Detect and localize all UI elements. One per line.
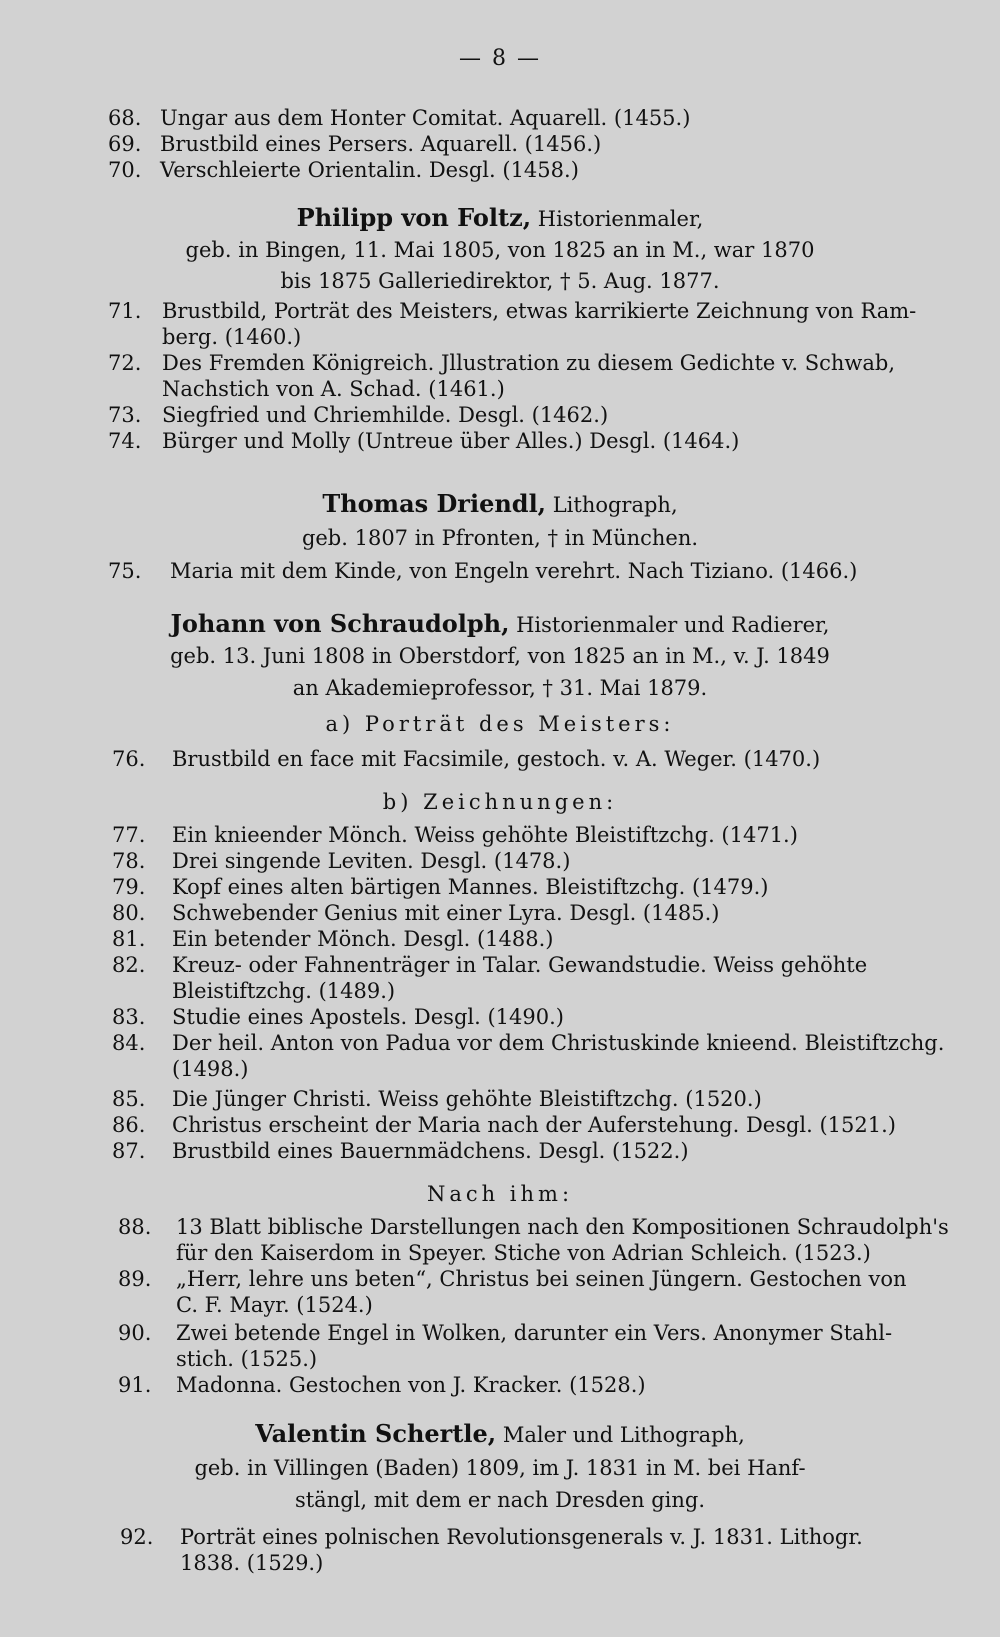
- artist-role: Historienmaler und Radierer,: [509, 613, 830, 637]
- artist-bio-line: geb. 1807 in Pfronten, † in München.: [301, 526, 699, 550]
- entry-text-continuation: (1498.): [172, 1057, 249, 1081]
- list-item: [0, 1138, 1000, 1168]
- entry-text: „Herr, lehre uns beten“, Christus bei seinen Jüngern. Gestochen von: [176, 1267, 907, 1291]
- artist-name: Philipp von Foltz,: [296, 203, 532, 232]
- list-item-continuation: [0, 1292, 1000, 1322]
- entry-number: 89.: [118, 1267, 152, 1291]
- entry-number: 82.: [112, 953, 146, 977]
- artist-role: Maler und Lithograph,: [496, 1423, 745, 1447]
- entry-text-continuation: Bleistiftzchg. (1489.): [172, 979, 396, 1003]
- entry-text: Porträt eines polnischen Revolutionsgenerals v. J. 1831. Lithogr.: [180, 1525, 863, 1549]
- entry-text: Ein knieender Mönch. Weiss gehöhte Bleistiftzchg. (1471.): [172, 823, 798, 847]
- entry-number: 78.: [112, 849, 146, 873]
- entry-number: 90.: [118, 1321, 152, 1345]
- section-heading: b) Zeichnungen:: [382, 790, 618, 814]
- entry-text-continuation: für den Kaiserdom in Speyer. Stiche von Adrian Schleich. (1523.): [176, 1241, 871, 1265]
- artist-heading: [0, 610, 1000, 639]
- entry-text: Studie eines Apostels. Desgl. (1490.): [172, 1005, 564, 1029]
- entry-number: 85.: [112, 1087, 146, 1111]
- entry-number: 79.: [112, 875, 146, 899]
- entry-text: Brustbild eines Persers. Aquarell. (1456.): [160, 132, 602, 156]
- artist-heading: [0, 204, 1000, 233]
- entry-text-continuation: 1838. (1529.): [180, 1551, 324, 1575]
- entry-number: 80.: [112, 901, 146, 925]
- artist-heading: [0, 490, 1000, 519]
- entry-text-continuation: berg. (1460.): [162, 325, 302, 349]
- entry-number: 91.: [118, 1373, 152, 1397]
- entry-text: Zwei betende Engel in Wolken, darunter ein Vers. Anonymer Stahl-: [176, 1321, 893, 1345]
- entry-text: Ein betender Mönch. Desgl. (1488.): [172, 927, 554, 951]
- artist-name: Valentin Schertle,: [255, 1419, 497, 1448]
- entry-text: 13 Blatt biblische Darstellungen nach den Kompositionen Schraudolph's: [176, 1215, 949, 1239]
- entry-text: Ungar aus dem Honter Comitat. Aquarell. (1455.): [160, 106, 691, 130]
- entry-text: Die Jünger Christi. Weiss gehöhte Bleistiftzchg. (1520.): [172, 1087, 762, 1111]
- artist-bio-line: geb. in Bingen, 11. Mai 1805, von 1825 an in M., war 1870: [185, 238, 815, 262]
- artist-bio-line: geb. in Villingen (Baden) 1809, im J. 1831 in M. bei Hanf-: [194, 1456, 806, 1480]
- artist-bio-line: stängl, mit dem er nach Dresden ging.: [294, 1488, 706, 1512]
- entry-text: Verschleierte Orientalin. Desgl. (1458.): [160, 158, 579, 182]
- entry-number: 81.: [112, 927, 146, 951]
- artist-bio-line: geb. 13. Juni 1808 in Oberstdorf, von 1825 an in M., v. J. 1849: [170, 644, 830, 668]
- entry-number: 73.: [108, 403, 142, 427]
- entry-number: 72.: [108, 351, 142, 375]
- entry-text: Siegfried und Chriemhilde. Desgl. (1462.): [162, 403, 609, 427]
- entry-number: 92.: [120, 1525, 154, 1549]
- list-item: [0, 746, 1000, 776]
- entry-number: 68.: [108, 106, 142, 130]
- section-heading: a) Porträt des Meisters:: [325, 712, 675, 736]
- entry-number: 88.: [118, 1215, 152, 1239]
- list-item: [0, 157, 1000, 187]
- list-item: [0, 1372, 1000, 1402]
- entry-text: Des Fremden Königreich. Jllustration zu diesem Gedichte v. Schwab,: [162, 351, 896, 375]
- list-item-continuation: [0, 1550, 1000, 1580]
- entry-text: Maria mit dem Kinde, von Engeln verehrt. Nach Tiziano. (1466.): [170, 559, 858, 583]
- list-item: [0, 428, 1000, 458]
- artist-name: Johann von Schraudolph,: [170, 609, 510, 638]
- artist-role: Historienmaler,: [531, 207, 704, 231]
- entry-text: Der heil. Anton von Padua vor dem Christuskinde knieend. Bleistiftzchg.: [172, 1031, 945, 1055]
- entry-number: 84.: [112, 1031, 146, 1055]
- list-item: [0, 558, 1000, 588]
- artist-role: Lithograph,: [546, 493, 678, 517]
- entry-number: 75.: [108, 559, 142, 583]
- entry-number: 87.: [112, 1139, 146, 1163]
- entry-number: 83.: [112, 1005, 146, 1029]
- entry-text: Drei singende Leviten. Desgl. (1478.): [172, 849, 571, 873]
- entry-text-continuation: C. F. Mayr. (1524.): [176, 1293, 373, 1317]
- artist-heading: [0, 1420, 1000, 1449]
- entry-text: Christus erscheint der Maria nach der Auferstehung. Desgl. (1521.): [172, 1113, 896, 1137]
- entry-number: 77.: [112, 823, 146, 847]
- artist-bio-line: an Akademieprofessor, † 31. Mai 1879.: [292, 676, 708, 700]
- entry-text: Bürger und Molly (Untreue über Alles.) Desgl. (1464.): [162, 429, 740, 453]
- entry-text: Brustbild eines Bauernmädchens. Desgl. (1522.): [172, 1139, 689, 1163]
- entry-text: Brustbild en face mit Facsimile, gestoch. v. A. Weger. (1470.): [172, 747, 821, 771]
- entry-text: Brustbild, Porträt des Meisters, etwas karrikierte Zeichnung von Ram-: [162, 299, 917, 323]
- entry-number: 76.: [112, 747, 146, 771]
- entry-text-continuation: Nachstich von A. Schad. (1461.): [162, 377, 505, 401]
- list-item-continuation: [0, 1056, 1000, 1086]
- entry-number: 71.: [108, 299, 142, 323]
- entry-number: 86.: [112, 1113, 146, 1137]
- entry-text: Schwebender Genius mit einer Lyra. Desgl. (1485.): [172, 901, 720, 925]
- artist-name: Thomas Driendl,: [322, 489, 547, 518]
- entry-text: Madonna. Gestochen von J. Kracker. (1528.): [176, 1373, 646, 1397]
- entry-number: 69.: [108, 132, 142, 156]
- entry-text-continuation: stich. (1525.): [176, 1347, 318, 1371]
- entry-number: 74.: [108, 429, 142, 453]
- entry-number: 70.: [108, 158, 142, 182]
- entry-text: Kreuz- oder Fahnenträger in Talar. Gewandstudie. Weiss gehöhte: [172, 953, 868, 977]
- artist-bio-line: bis 1875 Galleriedirektor, † 5. Aug. 1877.: [280, 269, 720, 293]
- page-number: — 8 —: [459, 46, 541, 71]
- entry-text: Kopf eines alten bärtigen Mannes. Bleistiftzchg. (1479.): [172, 875, 769, 899]
- section-heading: Nach ihm:: [426, 1182, 574, 1206]
